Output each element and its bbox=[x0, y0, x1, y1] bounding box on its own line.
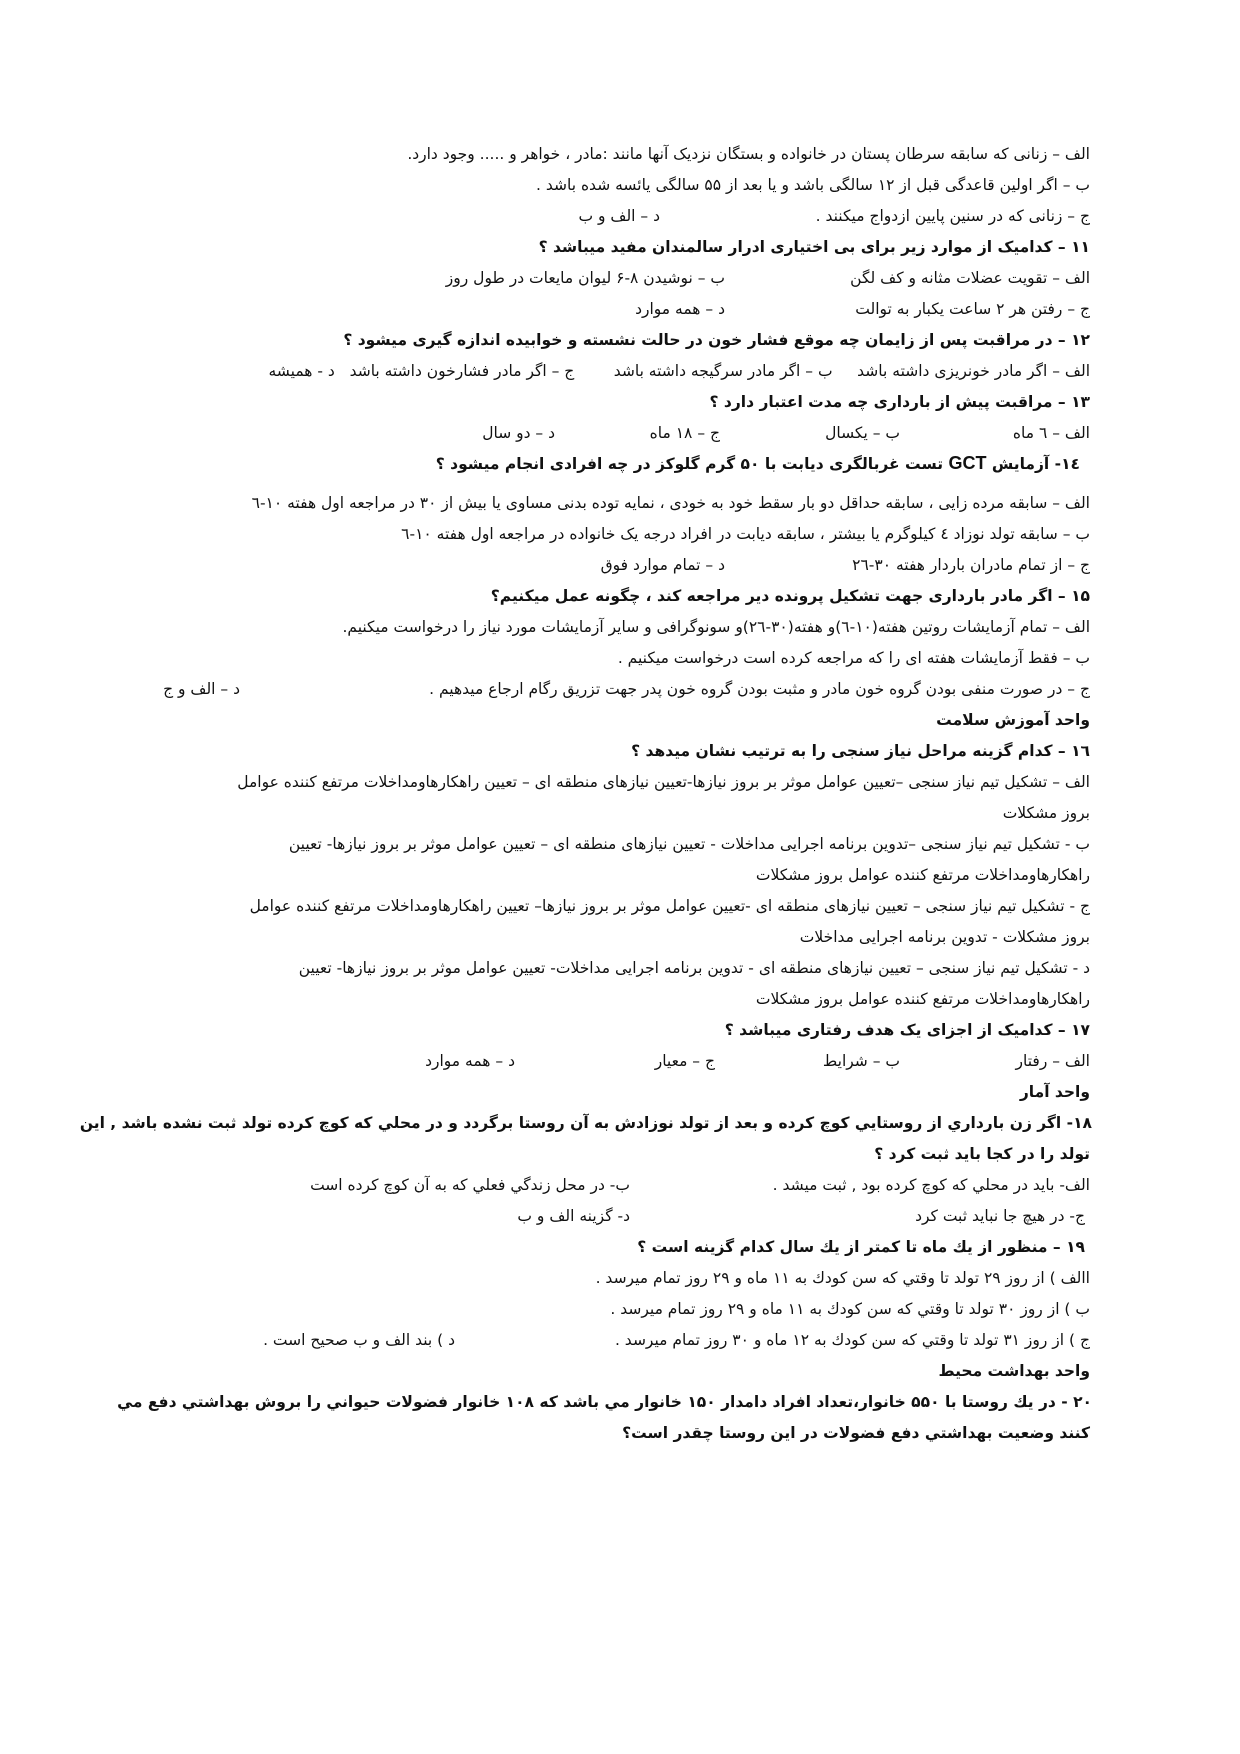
q18-option-jim: ج- در هيچ جا نبايد ثبت كرد bbox=[915, 1207, 1085, 1225]
q15-option-alef: الف – تمام آزمایشات روتین هفته(۱۰-٦)و هفته(۳۰-۲٦)و سونوگرافی و سایر آزمایشات مورد نیاز را درخواست میکنیم. bbox=[342, 618, 1090, 636]
q19-question: ۱۹ – منظور از يك ماه تا كمتر از يك سال كدام گزينه است ؟ bbox=[637, 1238, 1085, 1256]
section-heading-environmental-health: واحد بهداشت محیط bbox=[938, 1362, 1090, 1380]
q14-option-be: ب – سابقه تولد نوزاد ٤ کیلوگرم یا بیشتر ، سابقه دیابت در افراد درجه یک خانواده در مراجعه اول هفته ۱۰-٦ bbox=[401, 525, 1090, 543]
q15-option-dal: د – الف و ج bbox=[163, 680, 240, 698]
q16-option-jim-line1: ج - تشکیل تیم نیاز سنجی – تعیین نیازهای منطقه ای -تعیین عوامل موثر بر بروز نیازها– تعیین راهکارهاومداخلات مرتفع کننده عوامل bbox=[249, 897, 1090, 915]
q15-question: ۱۵ – اگر مادر بارداری جهت تشکیل پرونده دیر مراجعه کند ، چگونه عمل میکنیم؟ bbox=[490, 587, 1090, 605]
q14-option-alef: الف – سابقه مرده زایی ، سابقه حداقل دو بار سقط خود به خودی ، نمایه توده بدنی مساوی یا بیش از ۳۰ در مراجعه اول هفته ۱۰-٦ bbox=[251, 494, 1090, 512]
q18-question-line2: تولد را در كجا بايد ثبت كرد ؟ bbox=[874, 1145, 1090, 1163]
q18-question-line1: ۱۸- اگر زن بارداري از روستايي كوچ كرده و بعد از تولد نوزادش به آن روستا برگردد و در محلي كه كوچ كرده تولد ثبت نشده باشد , اين bbox=[79, 1114, 1092, 1132]
q16-question: ۱٦ – کدام گزینه مراحل نیاز سنجی را به ترتیب نشان میدهد ؟ bbox=[631, 742, 1090, 760]
q19-option-be: ب ) از روز ۳۰ تولد تا وقتي كه سن كودك به ۱۱ ماه و ۲۹ روز تمام ميرسد . bbox=[610, 1300, 1090, 1318]
q20-question-line1: ۲۰ - در يك روستا با ۵۵۰ خانوار،تعداد افراد دامدار ۱۵۰ خانوار مي باشد كه ۱۰۸ خانوار فضولات حيواني را بروش بهداشتي دفع مي bbox=[117, 1393, 1092, 1411]
q11-option-alef: الف – تقویت عضلات مثانه و کف لگن bbox=[850, 269, 1090, 287]
q16-option-dal-line2: راهکارهاومداخلات مرتفع کننده عوامل بروز مشکلات bbox=[755, 990, 1090, 1008]
q19-option-dal: د ) بند الف و ب صحيح است . bbox=[263, 1331, 455, 1349]
q17-option-jim: ج – معیار bbox=[654, 1052, 715, 1070]
q11-option-dal: د – همه موارد bbox=[635, 300, 725, 318]
q14-question-gct: GCT bbox=[948, 453, 987, 473]
q10-option-be: ب – اگر اولین قاعدگی قبل از ۱۲ سالگی باشد و یا بعد از ۵۵ سالگی یائسه شده باشد . bbox=[536, 176, 1090, 194]
q16-option-be-line1: ب - تشکیل تیم نیاز سنجی –تدوین برنامه اجرایی مداخلات - تعیین نیازهای منطقه ای – تعیین عوامل موثر بر بروز نیازها- تعیین bbox=[288, 835, 1090, 853]
q13-option-be: ب – یکسال bbox=[825, 424, 900, 442]
q16-option-jim-line2: بروز مشکلات - تدوین برنامه اجرایی مداخلات bbox=[799, 928, 1090, 946]
q11-question: ۱۱ – کدامیک از موارد زیر برای بی اختیاری ادرار سالمندان مفید میباشد ؟ bbox=[538, 238, 1090, 256]
q10-option-alef: الف – زنانی که سابقه سرطان پستان در خانواده و بستگان نزدیک آنها مانند :مادر ، خواهر و ..... وجود دارد. bbox=[407, 145, 1090, 163]
q16-option-alef-line2: بروز مشکلات bbox=[1002, 804, 1090, 822]
q14-question-prefix: تست غربالگری دیابت با ۵۰ گرم گلوکز در چه افرادی انجام میشود ؟ bbox=[435, 455, 944, 473]
q14-question-suffix: ۱٤- آزمایش bbox=[991, 455, 1080, 473]
q10-option-jim: ج – زنانی که در سنین پایین ازدواج میکنند . bbox=[815, 207, 1090, 225]
q14-option-dal: د – تمام موارد فوق bbox=[600, 556, 725, 574]
q18-option-dal: د- گزينه الف و ب bbox=[517, 1207, 630, 1225]
q10-option-dal: د – الف و ب bbox=[578, 207, 660, 225]
q16-option-be-line2: راهکارهاومداخلات مرتفع کننده عوامل بروز مشکلات bbox=[755, 866, 1090, 884]
q17-option-alef: الف – رفتار bbox=[1015, 1052, 1090, 1070]
q20-question-line2: كنند وضعيت بهداشتي دفع فضولات در اين روستا چقدر است؟ bbox=[622, 1424, 1090, 1442]
q15-option-be: ب – فقط آزمایشات هفته ای را که مراجعه کرده است درخواست میکنیم . bbox=[617, 649, 1090, 667]
section-heading-statistics: واحد آمار bbox=[1019, 1083, 1090, 1101]
q14-option-jim: ج – از تمام مادران باردار هفته ۳۰-۲٦ bbox=[852, 556, 1090, 574]
q13-option-jim: ج – ۱۸ ماه bbox=[649, 424, 720, 442]
q12-question: ۱۲ – در مراقبت پس از زایمان چه موقع فشار خون در حالت نشسته و خوابیده اندازه گیری میشود ؟ bbox=[343, 331, 1090, 349]
q19-option-alef: االف ) از روز ۲۹ تولد تا وقتي كه سن كودك به ۱۱ ماه و ۲۹ روز تمام ميرسد . bbox=[595, 1269, 1090, 1287]
q13-option-dal: د – دو سال bbox=[482, 424, 555, 442]
q17-option-dal: د – همه موارد bbox=[425, 1052, 515, 1070]
q15-option-jim: ج – در صورت منفی بودن گروه خون مادر و مثبت بودن گروه خون پدر جهت تزریق رگام ارجاع میدهیم . bbox=[429, 680, 1090, 698]
q17-question: ۱۷ – کدامیک از اجزای یک هدف رفتاری میباشد ؟ bbox=[724, 1021, 1090, 1039]
q18-option-be: ب- در محل زندگي فعلي كه به آن كوچ كرده است bbox=[310, 1176, 630, 1194]
q16-option-alef-line1: الف – تشکیل تیم نیاز سنجی –تعیین عوامل موثر بر بروز نیازها-تعیین نیازهای منطقه ای – تعیین راهکارهاومداخلات مرتفع کننده عوامل bbox=[237, 773, 1090, 791]
q13-question: ۱۳ – مراقبت پیش از بارداری چه مدت اعتبار دارد ؟ bbox=[709, 393, 1090, 411]
q18-option-alef: الف- بايد در محلي كه كوچ كرده بود , ثبت ميشد . bbox=[772, 1176, 1090, 1194]
q13-option-alef: الف – ٦ ماه bbox=[1012, 424, 1090, 442]
q19-option-jim: ج ) از روز ۳۱ تولد تا وقتي كه سن كودك به ۱۲ ماه و ۳۰ روز تمام ميرسد . bbox=[614, 1331, 1090, 1349]
q12-options: الف – اگر مادر خونریزی داشته باشد ب – اگر مادر سرگیجه داشته باشد ج – اگر مادر فشارخون داشته باشد د - همیشه bbox=[268, 362, 1090, 380]
q14-question bbox=[436, 452, 1080, 475]
q17-option-be: ب – شرایط bbox=[822, 1052, 900, 1070]
q16-option-dal-line1: د - تشکیل تیم نیاز سنجی – تعیین نیازهای منطقه ای - تدوین برنامه اجرایی مداخلات- تعیین عوامل موثر بر بروز نیازها- تعیین bbox=[298, 959, 1090, 977]
q11-option-be: ب – نوشیدن ۸-۶ لیوان مایعات در طول روز bbox=[445, 269, 725, 287]
q11-option-jim: ج – رفتن هر ۲ ساعت یکبار به توالت bbox=[855, 300, 1090, 318]
section-heading-health-education: واحد آموزش سلامت bbox=[936, 711, 1090, 729]
